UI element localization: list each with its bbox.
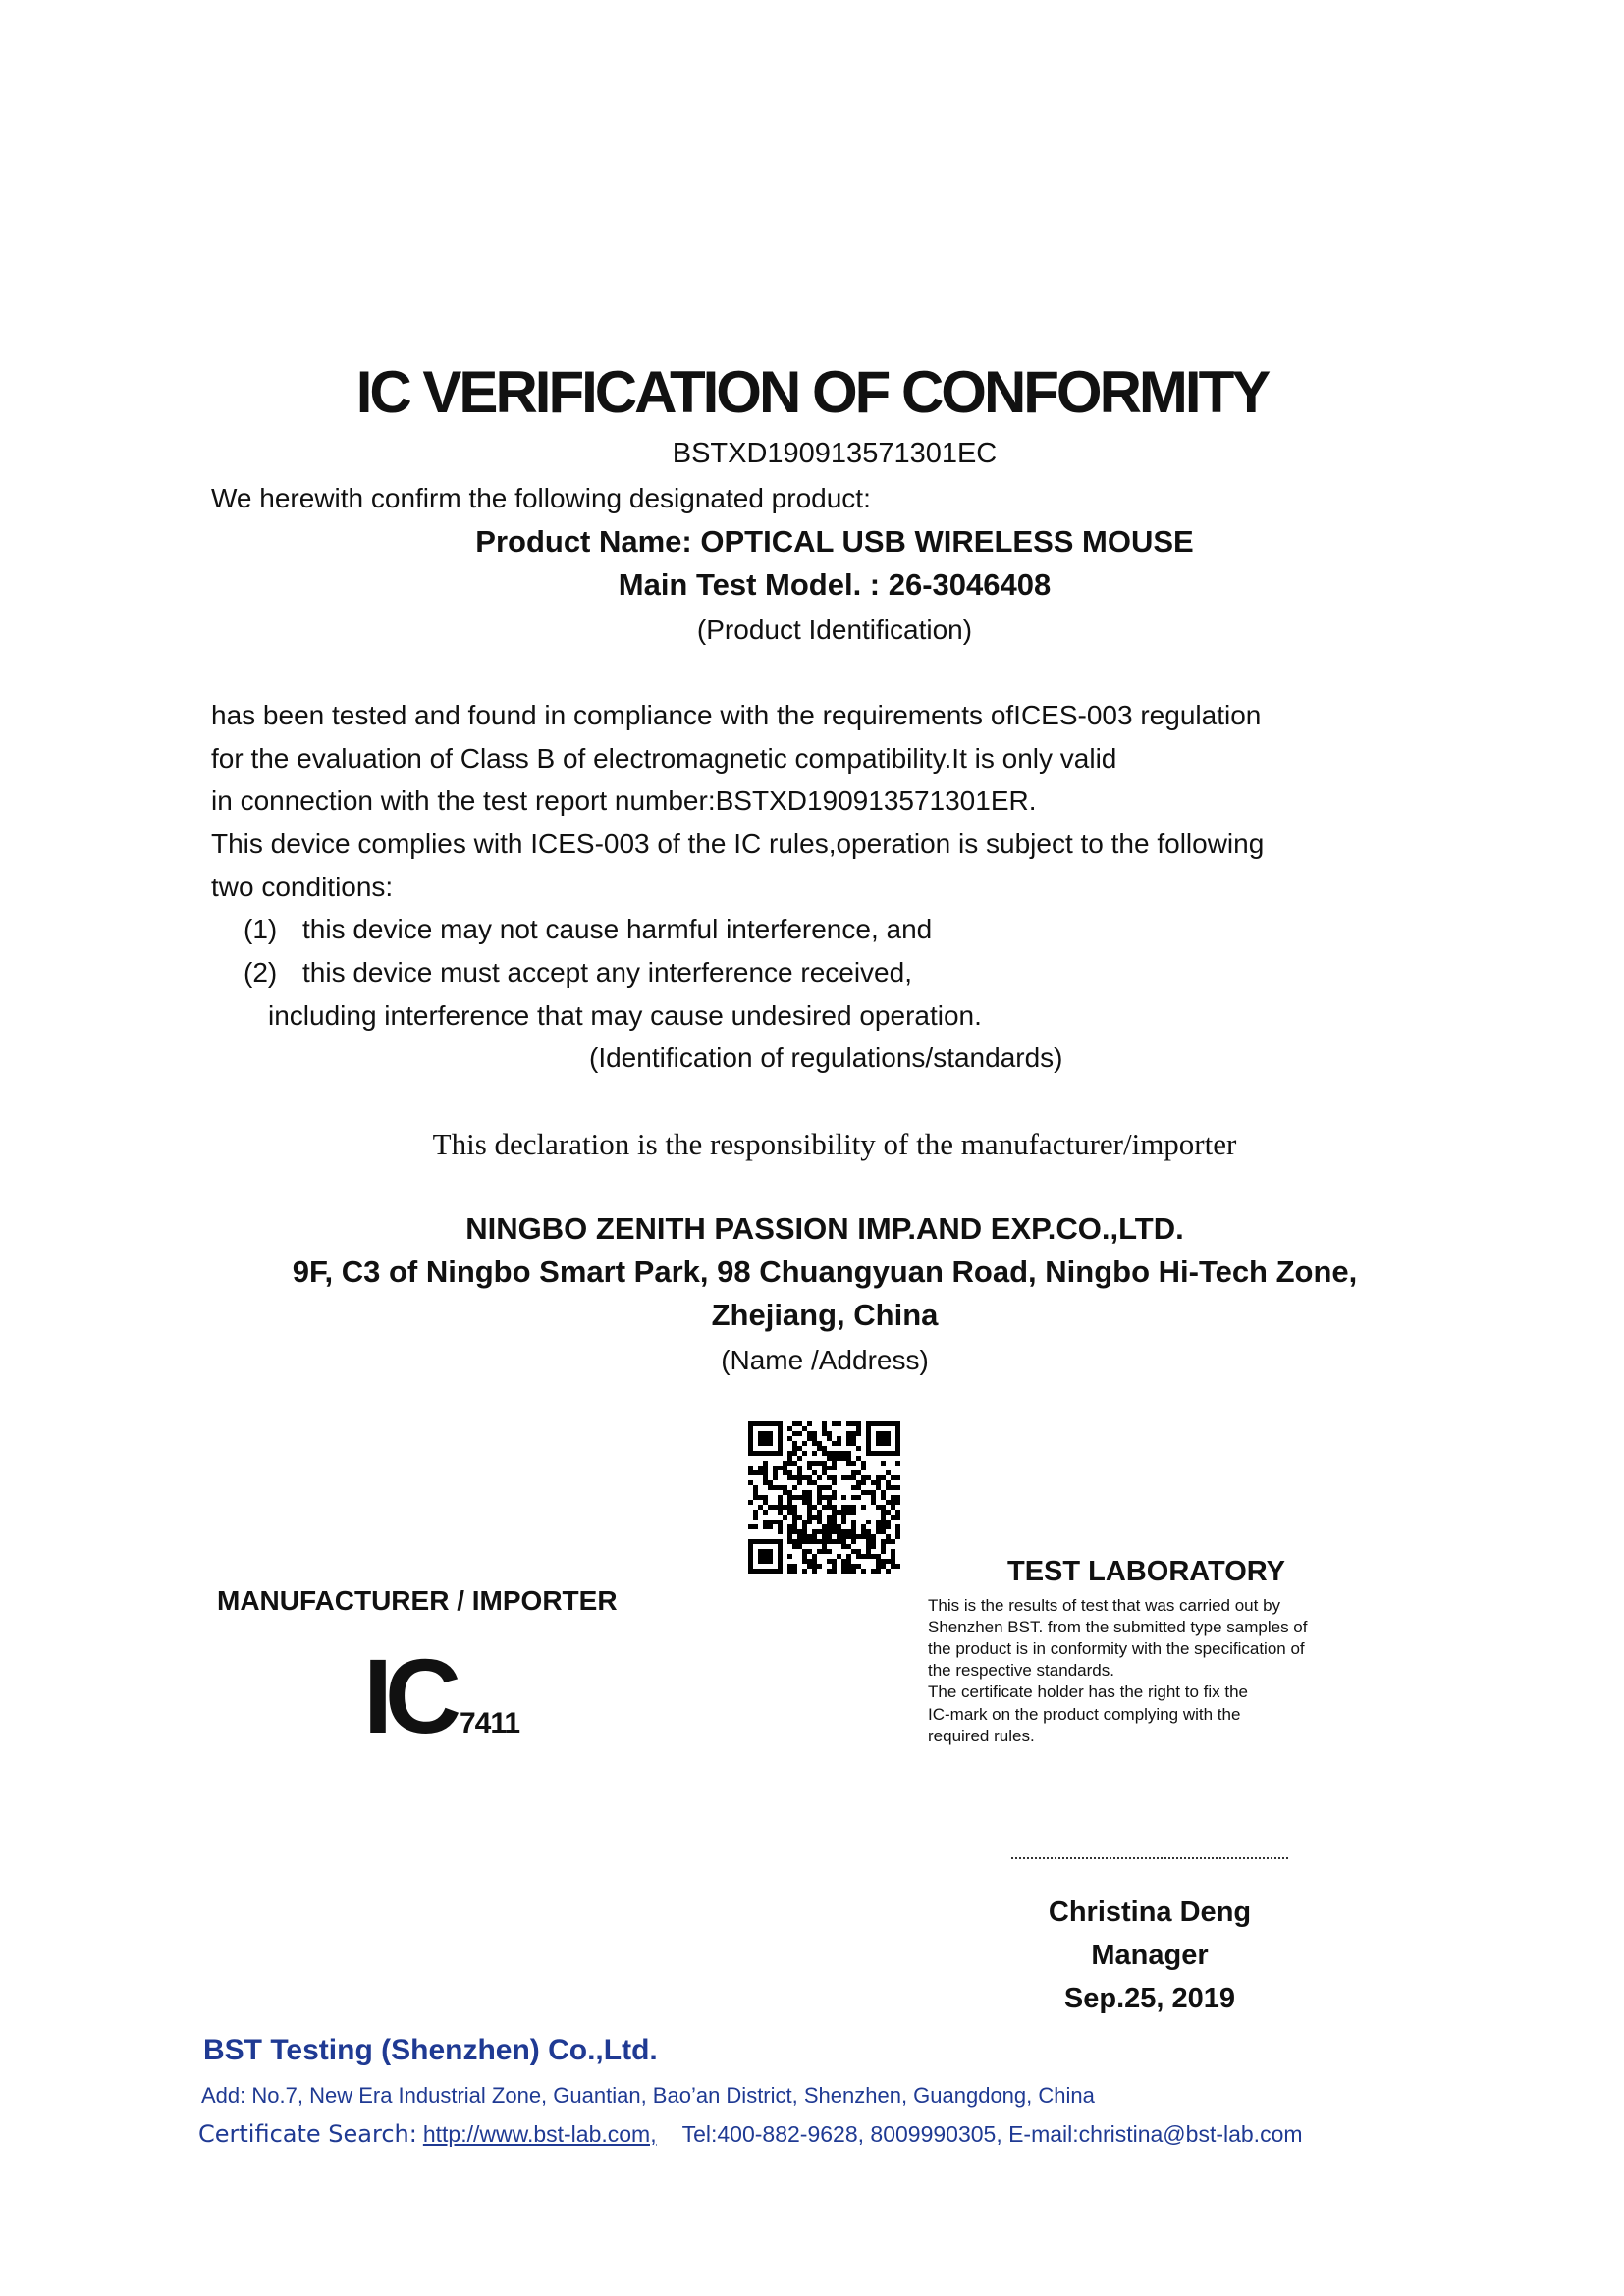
lab-website-link[interactable]: http://www.bst-lab.com, xyxy=(422,2121,657,2147)
manufacturer-region: Zhejiang, China xyxy=(711,1298,939,1332)
lab-address: Add: No.7, New Era Industrial Zone, Guantian, Bao’an District, Shenzhen, Guangdong, China xyxy=(201,2083,1095,2108)
condition-continuation: including interference that may cause undesired operation. xyxy=(268,1000,982,1031)
certificate-search-line xyxy=(198,2120,1303,2149)
compliance-line: This device complies with ICES-003 of the IC rules,operation is subject to the following xyxy=(211,828,1265,859)
qr-code[interactable] xyxy=(748,1421,900,1574)
test-lab-text: Shenzhen BST. from the submitted type samples of xyxy=(928,1618,1308,1636)
test-lab-text: This is the results of test that was carried out by xyxy=(928,1596,1281,1615)
lab-contact-info: Tel:400-882-9628, 8009990305, E-mail:christina@bst-lab.com xyxy=(681,2121,1303,2147)
ic-mark-logo xyxy=(363,1634,519,1757)
test-lab-text: required rules. xyxy=(928,1727,1035,1745)
product-identification-label: (Product Identification) xyxy=(696,614,973,645)
product-name: Product Name: OPTICAL USB WIRELESS MOUSE xyxy=(475,524,1194,559)
certificate-number: BSTXD190913571301EC xyxy=(672,438,998,469)
signature-line xyxy=(1011,1857,1288,1859)
compliance-line: for the evaluation of Class B of electromagnetic compatibility.It is only valid xyxy=(211,743,1117,774)
test-lab-text: the respective standards. xyxy=(928,1661,1114,1680)
ic-mark-number: 7411 xyxy=(460,1707,520,1739)
main-test-model: Main Test Model. : 26-3046408 xyxy=(618,567,1052,602)
condition-text: this device may not cause harmful interference, and xyxy=(302,914,933,944)
compliance-line: two conditions: xyxy=(211,872,394,902)
signature-date: Sep.25, 2019 xyxy=(1063,1983,1236,2014)
test-lab-text: The certificate holder has the right to fix the xyxy=(928,1682,1249,1701)
condition-number: (2) xyxy=(244,957,278,988)
signatory-title: Manager xyxy=(1091,1940,1209,1971)
signatory-name: Christina Deng xyxy=(1048,1896,1252,1928)
ic-mark-letters: IC xyxy=(363,1636,454,1755)
manufacturer-importer-label: MANUFACTURER / IMPORTER xyxy=(217,1585,618,1616)
condition-text: this device must accept any interference received, xyxy=(302,957,912,988)
test-lab-text: IC-mark on the product complying with the xyxy=(928,1705,1241,1724)
certificate-title: IC VERIFICATION OF CONFORMITY xyxy=(355,359,1269,425)
test-lab-text: the product is in conformity with the specification of xyxy=(928,1639,1305,1658)
manufacturer-name: NINGBO ZENITH PASSION IMP.AND EXP.CO.,LTD. xyxy=(465,1211,1184,1246)
certificate-search-label: Certificate Search: xyxy=(198,2120,417,2148)
name-address-label: (Name /Address) xyxy=(721,1345,929,1375)
condition-number: (1) xyxy=(244,914,278,944)
manufacturer-address: 9F, C3 of Ningbo Smart Park, 98 Chuangyuan Road, Ningbo Hi-Tech Zone, xyxy=(292,1255,1358,1289)
intro-text: We herewith confirm the following designated product: xyxy=(211,483,871,513)
lab-company-name: BST Testing (Shenzhen) Co.,Ltd. xyxy=(203,2034,658,2066)
test-lab-heading: TEST LABORATORY xyxy=(1007,1556,1286,1587)
regulation-label: (Identification of regulations/standards) xyxy=(589,1042,1063,1073)
compliance-line: has been tested and found in compliance with the requirements ofICES-003 regulation xyxy=(211,700,1262,730)
compliance-line: in connection with the test report number:BSTXD190913571301ER. xyxy=(211,785,1037,816)
declaration-text: This declaration is the responsibility of the manufacturer/importer xyxy=(432,1127,1237,1161)
